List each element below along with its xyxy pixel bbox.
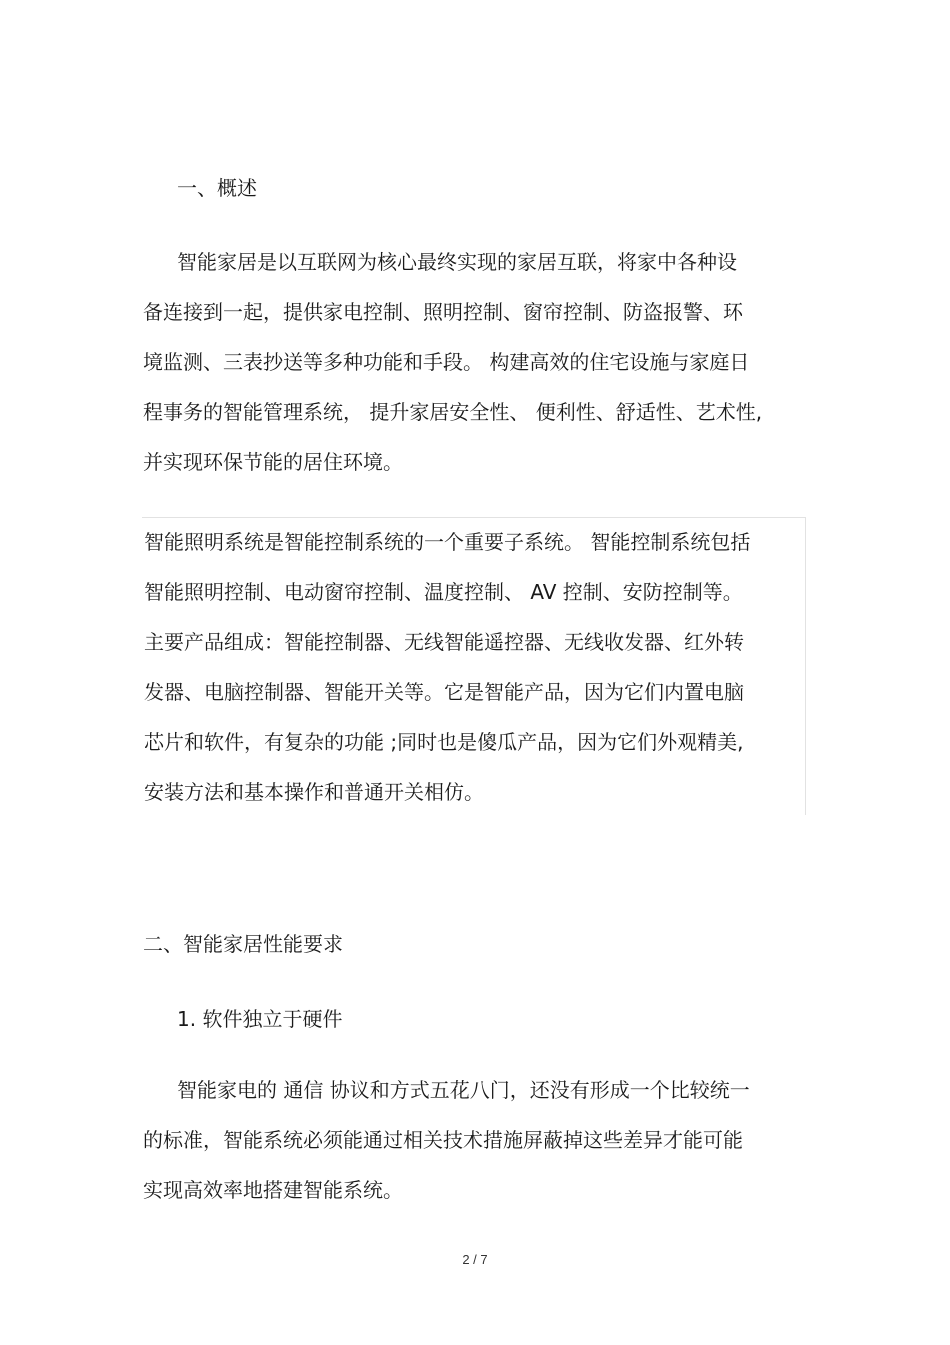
subsection-heading: 1. 软件独立于硬件 [177, 1007, 343, 1031]
boxed-line: 芯片和软件，有复杂的功能 ;同时也是傻瓜产品，因为它们外观精美, [144, 730, 744, 754]
section-1-heading: 一、概述 [177, 176, 257, 200]
page-number: 2 / 7 [462, 1252, 488, 1267]
paragraph-line: 并实现环保节能的居住环境。 [143, 450, 403, 474]
boxed-text-frame [142, 517, 806, 815]
paragraph-line: 实现高效率地搭建智能系统。 [143, 1178, 403, 1202]
section-2-heading: 二、智能家居性能要求 [143, 932, 343, 956]
boxed-line: 智能照明控制、电动窗帘控制、温度控制、 AV 控制、安防控制等。 [144, 580, 743, 604]
boxed-line: 智能照明系统是智能控制系统的一个重要子系统。 智能控制系统包括 [144, 530, 751, 554]
paragraph-line: 程事务的智能管理系统， 提升家居安全性、 便利性、舒适性、艺术性, [143, 400, 763, 424]
paragraph-line: 智能家居是以互联网为核心最终实现的家居互联，将家中各种设 [177, 250, 737, 274]
paragraph-line: 备连接到一起，提供家电控制、照明控制、窗帘控制、防盗报警、环 [143, 300, 743, 324]
boxed-line: 发器、电脑控制器、智能开关等。它是智能产品，因为它们内置电脑 [144, 680, 744, 704]
paragraph-line: 的标准，智能系统必须能通过相关技术措施屏蔽掉这些差异才能可能 [143, 1128, 743, 1152]
paragraph-line: 智能家电的 通信 协议和方式五花八门，还没有形成一个比较统一 [177, 1078, 750, 1102]
boxed-line: 主要产品组成：智能控制器、无线智能遥控器、无线收发器、红外转 [144, 630, 744, 654]
boxed-line: 安装方法和基本操作和普通开关相仿。 [144, 780, 484, 804]
paragraph-line: 境监测、三表抄送等多种功能和手段。 构建高效的住宅设施与家庭日 [143, 350, 750, 374]
